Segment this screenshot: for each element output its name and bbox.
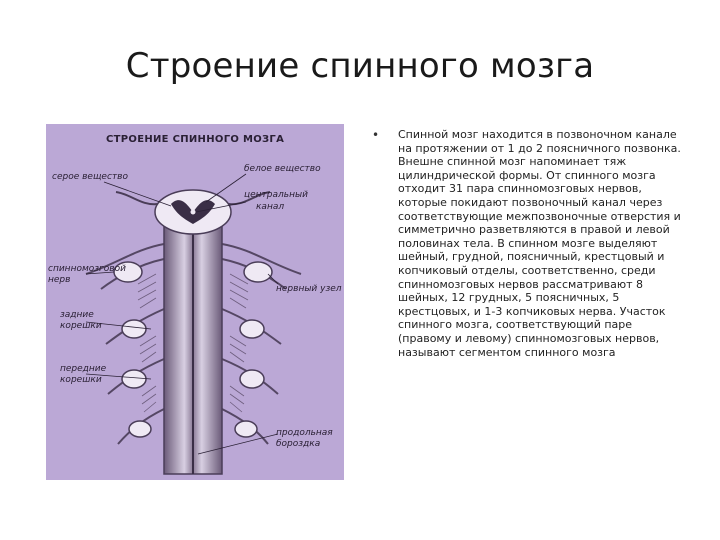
label-anterior-roots-1: передние (60, 364, 107, 374)
label-central-canal-2: канал (256, 202, 285, 212)
label-anterior-roots-2: корешки (60, 375, 102, 385)
label-white-matter: белое вещество (244, 164, 321, 174)
label-groove-1: продольная (276, 428, 333, 438)
label-posterior-roots-2: корешки (60, 321, 102, 331)
figure-title: СТРОЕНИЕ СПИННОГО МОЗГА (106, 134, 285, 145)
bullet-dot-icon: • (372, 128, 380, 142)
spinal-cord-illustration (46, 124, 344, 480)
label-ganglion: нервный узел (276, 284, 342, 294)
label-groove-2: бороздка (276, 439, 321, 449)
label-posterior-roots-1: задние (60, 310, 94, 320)
label-gray-matter: серое вещество (52, 172, 128, 182)
label-central-canal-1: центральный (244, 190, 308, 200)
body-paragraph: Спинной мозг находится в позвоночном канале на протяжении от 1 до 2 поясничного позвонка. Внешне спинной мозг напоминает тяж цилиндрической формы. От спинного мозга отходит 31 пара спинномозговых нервов, которые покидают позвоночный канал через соответствующие межпозвоночные отверстия и симметрично разветвляются в правой и левой половинах тела. В спинном мозге выделяют шейный, грудной, поясничный, крестцовый и копчиковый отделы, соответственно, среди спинномозговых нервов рассматривают 8 шейных, 12 грудных, 5 поясничных, 5 крестцовых, и 1-3 копчиковых нерва. Участок спинного мозга, соответствующий паре (правому и левому) спинномозговых нервов, называют сегментом спинного мозга (398, 128, 681, 359)
label-spinal-nerve-1: спинномозговой (48, 264, 126, 274)
label-spinal-nerve-2: нерв (48, 275, 71, 285)
slide-title: Строение спинного мозга (125, 46, 595, 86)
